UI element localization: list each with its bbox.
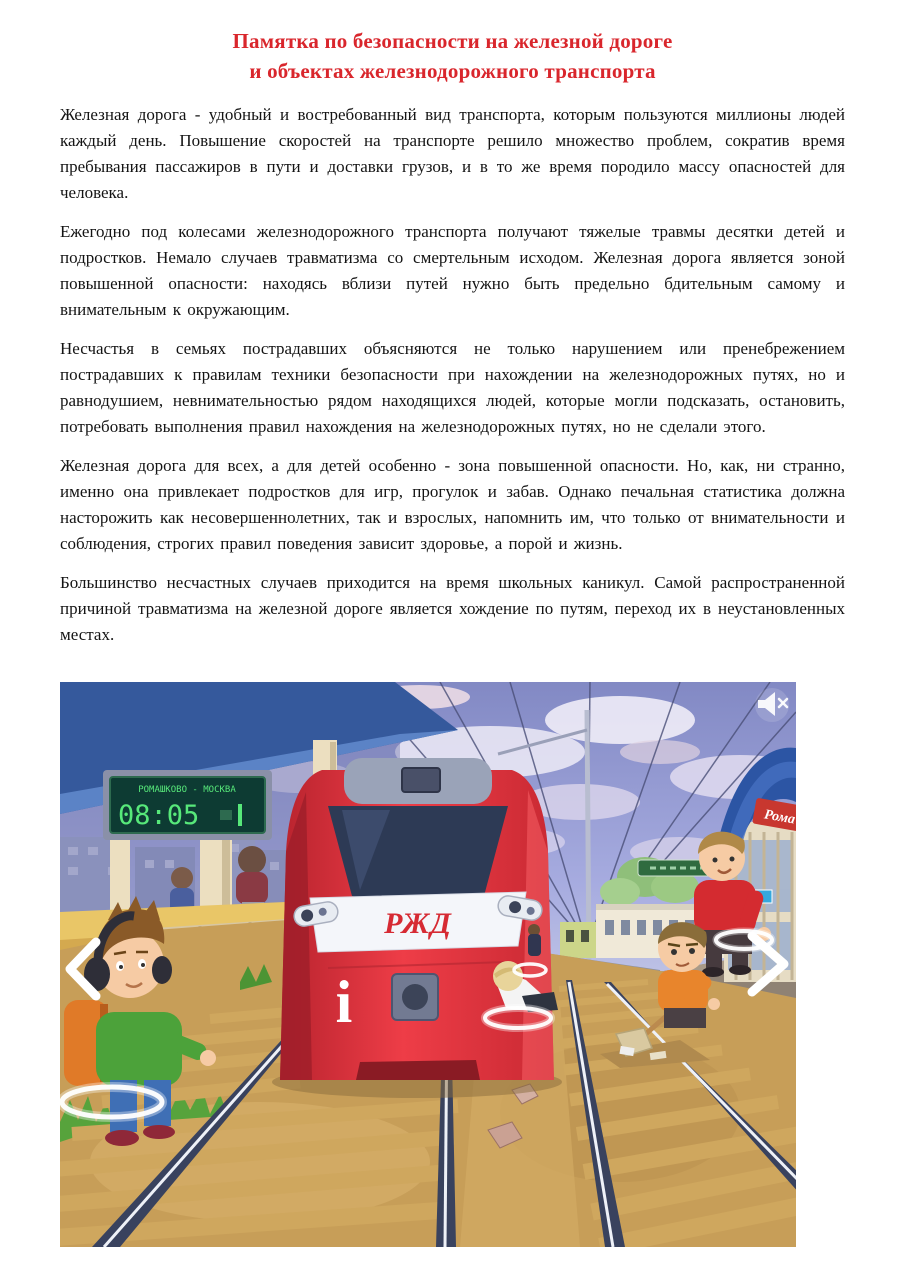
- station-sign-text: Рома: [762, 807, 796, 828]
- paragraph-1: Железная дорога - удобный и востребованный вид транспорта, которым пользуются миллионы людей каждый день. Повышение скоростей на транспорте решило множество проблем, сократив время пребывания пассажиров в пути и доставки грузов, и в то же время породило массу опасностей для человека.: [60, 105, 845, 202]
- distant-person: [528, 924, 541, 956]
- body-text: [60, 102, 845, 648]
- rzd-logo: РЖД: [384, 907, 452, 940]
- paragraph-4: Железная дорога для всех, а для детей особенно - зона повышенной опасности. Но, как, ни странно, именно она привлекает подростков для игр, прогулок и забав. Однако печальная статистика должна насторожить как несовершеннолетних, так и взрослых, напомнить им, что только от внимательности и соблюдения, строгих правил поведения зависит здоровье, а порой и жизнь.: [60, 456, 845, 553]
- page-title-line2: и объектах железнодорожного транспорта: [249, 59, 656, 83]
- page-title: [60, 26, 845, 86]
- board-time-text: 08:05: [118, 800, 200, 831]
- safety-game-illustration: [60, 682, 796, 1247]
- board-route-text: РОМАШКОВО - МОСКВА: [138, 785, 236, 795]
- mute-button[interactable]: [755, 688, 789, 722]
- page-title-line1: Памятка по безопасности на железной дороге: [232, 29, 673, 53]
- paragraph-5: Большинство несчастных случаев приходится на время школьных каникул. Самой распространенной причиной травматизма на железной дороге является хождение по путям, переход их в неустановленных местах.: [60, 573, 845, 644]
- paragraph-2: Ежегодно под колесами железнодорожного транспорта получают тяжелые травмы десятки детей и подростков. Немало случаев травматизма со смертельным исходом. Железная дорога является зоной повышенной опасности: находясь вблизи путей нужно быть предельно бдительным самому и внимательным к окружающим.: [60, 222, 845, 319]
- info-hotspot-icon[interactable]: i: [335, 969, 353, 1035]
- paragraph-3: Несчастья в семьях пострадавших объясняются не только нарушением или пренебрежением пострадавших к правилам техники безопасности при нахождении на железнодорожных путях, но и равнодушием, невнимательностью рядом находящихся людей, которые могли подсказать, остановить, потребовать выполнения правил нахождения на железнодорожных путях, но не сделали этого.: [60, 339, 845, 436]
- train: [272, 758, 562, 1098]
- departure-board: [103, 770, 272, 840]
